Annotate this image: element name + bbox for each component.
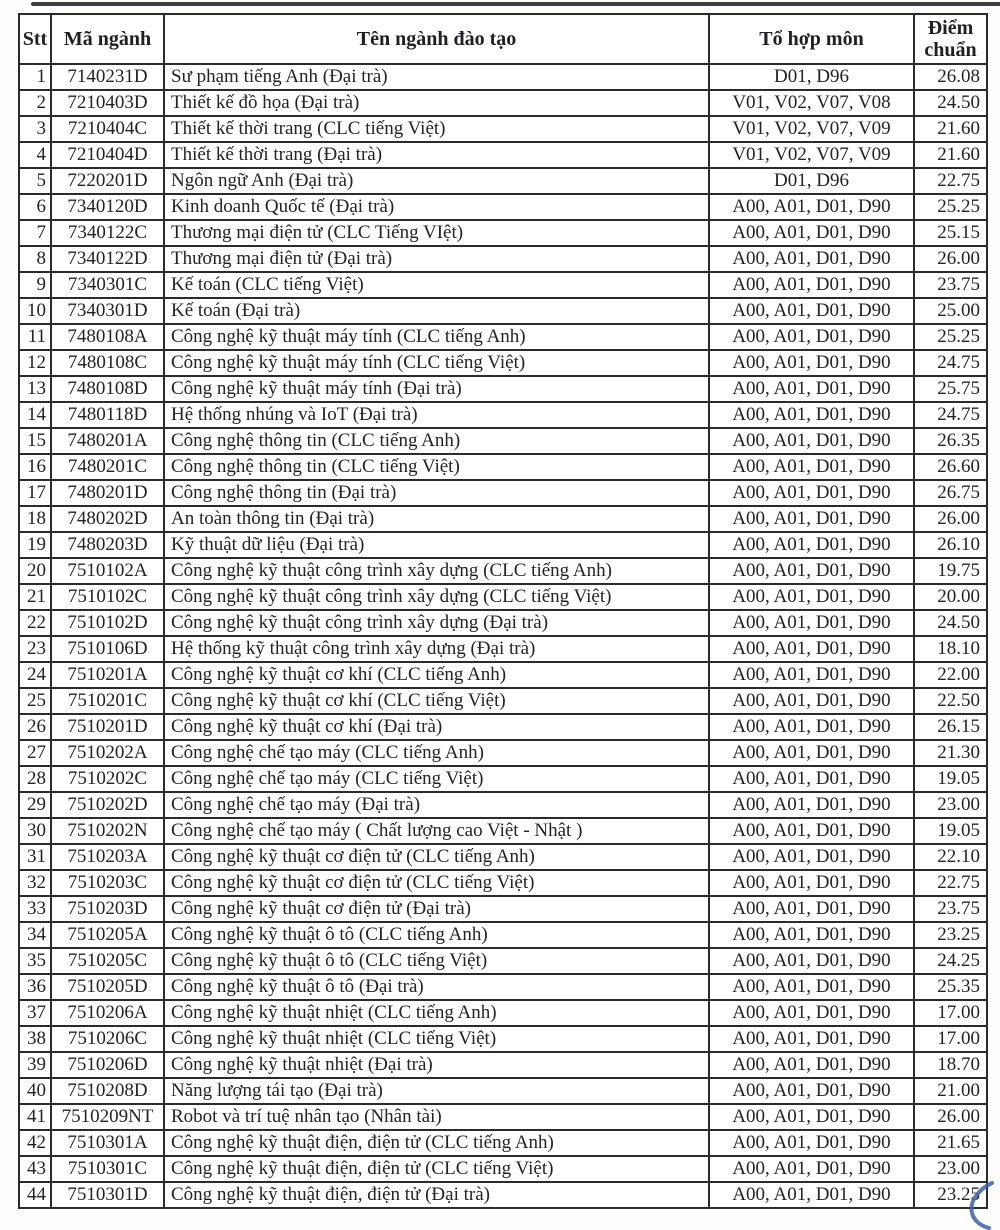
cell-code: 7340122C <box>51 220 164 246</box>
cell-name: Thiết kế thời trang (Đại trà) <box>164 142 709 168</box>
cell-code: 7510201A <box>51 662 164 688</box>
table-row <box>19 636 987 662</box>
cell-stt: 11 <box>19 324 51 350</box>
cell-stt: 31 <box>19 844 51 870</box>
cell-code: 7510202D <box>51 792 164 818</box>
table-row <box>19 1182 987 1208</box>
table-row <box>19 116 987 142</box>
cell-name: An toàn thông tin (Đại trà) <box>164 506 709 532</box>
cell-code: 7340120D <box>51 194 164 220</box>
cell-stt: 18 <box>19 506 51 532</box>
table-row <box>19 1000 987 1026</box>
cell-stt: 41 <box>19 1104 51 1130</box>
cell-stt: 17 <box>19 480 51 506</box>
cell-score: 21.65 <box>914 1130 987 1156</box>
cell-code: 7510102D <box>51 610 164 636</box>
cell-stt: 39 <box>19 1052 51 1078</box>
cell-name: Công nghệ kỹ thuật máy tính (CLC tiếng Việt) <box>164 350 709 376</box>
cell-score: 24.50 <box>914 90 987 116</box>
cell-stt: 19 <box>19 532 51 558</box>
cell-score: 25.00 <box>914 298 987 324</box>
cell-stt: 3 <box>19 116 51 142</box>
table-row <box>19 376 987 402</box>
table-row <box>19 610 987 636</box>
table-row <box>19 90 987 116</box>
cell-score: 26.08 <box>914 64 987 90</box>
cell-name: Thương mại điện tử (CLC Tiếng VIệt) <box>164 220 709 246</box>
cell-code: 7510206A <box>51 1000 164 1026</box>
cell-combo: V01, V02, V07, V09 <box>709 116 914 142</box>
cell-name: Hệ thống nhúng và IoT (Đại trà) <box>164 402 709 428</box>
cell-combo: A00, A01, D01, D90 <box>709 480 914 506</box>
cell-code: 7510102A <box>51 558 164 584</box>
cell-combo: A00, A01, D01, D90 <box>709 870 914 896</box>
cell-score: 18.70 <box>914 1052 987 1078</box>
cell-name: Công nghệ kỹ thuật cơ điện tử (CLC tiếng Anh) <box>164 844 709 870</box>
table-row <box>19 870 987 896</box>
cell-name: Công nghệ chế tạo máy (Đại trà) <box>164 792 709 818</box>
table-row <box>19 1026 987 1052</box>
cell-combo: A00, A01, D01, D90 <box>709 714 914 740</box>
cell-combo: A00, A01, D01, D90 <box>709 584 914 610</box>
cell-score: 25.25 <box>914 324 987 350</box>
cell-stt: 44 <box>19 1182 51 1208</box>
cell-score: 22.75 <box>914 168 987 194</box>
cell-combo: A00, A01, D01, D90 <box>709 350 914 376</box>
table-row <box>19 220 987 246</box>
cell-code: 7210404C <box>51 116 164 142</box>
cell-name: Công nghệ kỹ thuật ô tô (CLC tiếng Việt) <box>164 948 709 974</box>
cell-combo: A00, A01, D01, D90 <box>709 974 914 1000</box>
cell-code: 7480201A <box>51 428 164 454</box>
cell-code: 7220201D <box>51 168 164 194</box>
cell-name: Công nghệ kỹ thuật cơ khí (CLC tiếng Anh) <box>164 662 709 688</box>
cell-combo: A00, A01, D01, D90 <box>709 194 914 220</box>
cell-name: Thiết kế đồ họa (Đại trà) <box>164 90 709 116</box>
cell-name: Công nghệ kỹ thuật công trình xây dựng (Đại trà) <box>164 610 709 636</box>
cell-combo: A00, A01, D01, D90 <box>709 532 914 558</box>
table-row <box>19 844 987 870</box>
cell-code: 7510205D <box>51 974 164 1000</box>
signature-ink-mark <box>952 1180 1000 1230</box>
cell-stt: 5 <box>19 168 51 194</box>
cell-name: Công nghệ kỹ thuật máy tính (Đại trà) <box>164 376 709 402</box>
table-row <box>19 272 987 298</box>
cell-score: 26.00 <box>914 246 987 272</box>
cell-stt: 42 <box>19 1130 51 1156</box>
cell-combo: A00, A01, D01, D90 <box>709 220 914 246</box>
table-row <box>19 1052 987 1078</box>
table-body <box>19 64 987 1208</box>
cell-name: Công nghệ kỹ thuật điện, điện tử (CLC tiếng Việt) <box>164 1156 709 1182</box>
cell-combo: A00, A01, D01, D90 <box>709 376 914 402</box>
cell-stt: 12 <box>19 350 51 376</box>
cell-code: 7140231D <box>51 64 164 90</box>
cell-combo: A00, A01, D01, D90 <box>709 324 914 350</box>
cell-name: Công nghệ chế tạo máy (CLC tiếng Việt) <box>164 766 709 792</box>
table-row <box>19 584 987 610</box>
cell-stt: 20 <box>19 558 51 584</box>
table-row <box>19 298 987 324</box>
cell-code: 7480118D <box>51 402 164 428</box>
cell-score: 23.25 <box>914 1182 987 1208</box>
cell-name: Thương mại điện tử (Đại trà) <box>164 246 709 272</box>
cell-combo: V01, V02, V07, V08 <box>709 90 914 116</box>
table-row <box>19 1104 987 1130</box>
cell-code: 7510201C <box>51 688 164 714</box>
cell-combo: A00, A01, D01, D90 <box>709 1052 914 1078</box>
table-row <box>19 402 987 428</box>
cell-code: 7510205C <box>51 948 164 974</box>
cell-combo: A00, A01, D01, D90 <box>709 1156 914 1182</box>
cell-stt: 25 <box>19 688 51 714</box>
cell-score: 19.05 <box>914 818 987 844</box>
cell-name: Ngôn ngữ Anh (Đại trà) <box>164 168 709 194</box>
cell-code: 7510203D <box>51 896 164 922</box>
cell-score: 24.75 <box>914 402 987 428</box>
cell-score: 24.25 <box>914 948 987 974</box>
cell-score: 23.75 <box>914 272 987 298</box>
cell-stt: 13 <box>19 376 51 402</box>
cell-code: 7510206D <box>51 1052 164 1078</box>
cell-combo: D01, D96 <box>709 168 914 194</box>
cell-code: 7480202D <box>51 506 164 532</box>
cell-code: 7510202N <box>51 818 164 844</box>
table-row <box>19 740 987 766</box>
cell-name: Công nghệ thông tin (CLC tiếng Anh) <box>164 428 709 454</box>
cell-combo: A00, A01, D01, D90 <box>709 454 914 480</box>
cell-code: 7510202A <box>51 740 164 766</box>
cell-name: Công nghệ kỹ thuật ô tô (Đại trà) <box>164 974 709 1000</box>
cell-combo: A00, A01, D01, D90 <box>709 922 914 948</box>
cell-name: Công nghệ kỹ thuật nhiệt (CLC tiếng Việt) <box>164 1026 709 1052</box>
cell-combo: A00, A01, D01, D90 <box>709 1130 914 1156</box>
cell-name: Công nghệ chế tạo máy ( Chất lượng cao Việt - Nhật ) <box>164 818 709 844</box>
cell-combo: A00, A01, D01, D90 <box>709 1000 914 1026</box>
cell-score: 22.10 <box>914 844 987 870</box>
cell-stt: 34 <box>19 922 51 948</box>
table-header-row <box>19 14 987 64</box>
cell-code: 7340301D <box>51 298 164 324</box>
cell-stt: 4 <box>19 142 51 168</box>
table-row <box>19 1130 987 1156</box>
cell-score: 23.75 <box>914 896 987 922</box>
cell-name: Công nghệ kỹ thuật ô tô (CLC tiếng Anh) <box>164 922 709 948</box>
cell-score: 26.15 <box>914 714 987 740</box>
cell-combo: A00, A01, D01, D90 <box>709 402 914 428</box>
cell-combo: A00, A01, D01, D90 <box>709 558 914 584</box>
table-row <box>19 168 987 194</box>
cell-combo: A00, A01, D01, D90 <box>709 272 914 298</box>
cell-code: 7510205A <box>51 922 164 948</box>
cell-name: Kinh doanh Quốc tế (Đại trà) <box>164 194 709 220</box>
cell-score: 22.00 <box>914 662 987 688</box>
cell-combo: A00, A01, D01, D90 <box>709 766 914 792</box>
cell-code: 7480108A <box>51 324 164 350</box>
cell-score: 22.50 <box>914 688 987 714</box>
cell-code: 7480108D <box>51 376 164 402</box>
cell-code: 7510206C <box>51 1026 164 1052</box>
cell-code: 7510208D <box>51 1078 164 1104</box>
table-row <box>19 324 987 350</box>
table-row <box>19 662 987 688</box>
cell-combo: D01, D96 <box>709 64 914 90</box>
cell-stt: 35 <box>19 948 51 974</box>
cell-code: 7480201C <box>51 454 164 480</box>
cell-name: Công nghệ kỹ thuật cơ điện tử (CLC tiếng Việt) <box>164 870 709 896</box>
cell-stt: 21 <box>19 584 51 610</box>
cell-name: Hệ thống kỹ thuật công trình xây dựng (Đại trà) <box>164 636 709 662</box>
column-header-stt: Stt <box>19 14 51 64</box>
cell-code: 7510209NT <box>51 1104 164 1130</box>
cell-combo: A00, A01, D01, D90 <box>709 298 914 324</box>
cell-score: 26.00 <box>914 1104 987 1130</box>
cell-code: 7510201D <box>51 714 164 740</box>
cell-code: 7510301C <box>51 1156 164 1182</box>
cell-stt: 6 <box>19 194 51 220</box>
column-header-score: Điểm chuẩn <box>914 14 987 64</box>
cell-combo: A00, A01, D01, D90 <box>709 246 914 272</box>
cell-score: 26.60 <box>914 454 987 480</box>
cell-combo: A00, A01, D01, D90 <box>709 740 914 766</box>
cell-code: 7210404D <box>51 142 164 168</box>
cell-code: 7210403D <box>51 90 164 116</box>
cell-name: Công nghệ chế tạo máy (CLC tiếng Anh) <box>164 740 709 766</box>
cell-stt: 22 <box>19 610 51 636</box>
cell-score: 25.15 <box>914 220 987 246</box>
scan-artifact-line <box>31 2 1000 6</box>
cell-name: Công nghệ kỹ thuật công trình xây dựng (CLC tiếng Việt) <box>164 584 709 610</box>
cell-stt: 28 <box>19 766 51 792</box>
cell-score: 21.60 <box>914 116 987 142</box>
cell-code: 7510301A <box>51 1130 164 1156</box>
cell-stt: 24 <box>19 662 51 688</box>
cell-combo: A00, A01, D01, D90 <box>709 1078 914 1104</box>
cell-name: Công nghệ kỹ thuật cơ điện tử (Đại trà) <box>164 896 709 922</box>
table-row <box>19 818 987 844</box>
cell-stt: 29 <box>19 792 51 818</box>
cell-name: Sư phạm tiếng Anh (Đại trà) <box>164 64 709 90</box>
cell-stt: 14 <box>19 402 51 428</box>
cell-stt: 30 <box>19 818 51 844</box>
table-row <box>19 792 987 818</box>
cell-stt: 37 <box>19 1000 51 1026</box>
cell-stt: 33 <box>19 896 51 922</box>
cell-combo: A00, A01, D01, D90 <box>709 1104 914 1130</box>
cell-stt: 26 <box>19 714 51 740</box>
cell-name: Công nghệ kỹ thuật nhiệt (CLC tiếng Anh) <box>164 1000 709 1026</box>
cell-score: 23.25 <box>914 922 987 948</box>
cell-combo: A00, A01, D01, D90 <box>709 688 914 714</box>
table-row <box>19 688 987 714</box>
cell-score: 25.75 <box>914 376 987 402</box>
table-row <box>19 350 987 376</box>
cell-score: 18.10 <box>914 636 987 662</box>
cell-stt: 38 <box>19 1026 51 1052</box>
cell-stt: 1 <box>19 64 51 90</box>
cell-name: Công nghệ kỹ thuật máy tính (CLC tiếng Anh) <box>164 324 709 350</box>
cell-name: Công nghệ kỹ thuật điện, điện tử (CLC tiếng Anh) <box>164 1130 709 1156</box>
cell-code: 7510106D <box>51 636 164 662</box>
cell-name: Kỹ thuật dữ liệu (Đại trà) <box>164 532 709 558</box>
table-row <box>19 480 987 506</box>
cell-score: 19.05 <box>914 766 987 792</box>
admission-scores-table <box>18 13 988 1209</box>
cell-score: 17.00 <box>914 1026 987 1052</box>
cell-stt: 16 <box>19 454 51 480</box>
cell-name: Thiết kế thời trang (CLC tiếng Việt) <box>164 116 709 142</box>
cell-combo: A00, A01, D01, D90 <box>709 844 914 870</box>
cell-code: 7510102C <box>51 584 164 610</box>
table-row <box>19 64 987 90</box>
cell-score: 20.00 <box>914 584 987 610</box>
cell-combo: A00, A01, D01, D90 <box>709 818 914 844</box>
table-row <box>19 142 987 168</box>
cell-combo: A00, A01, D01, D90 <box>709 428 914 454</box>
cell-combo: A00, A01, D01, D90 <box>709 1026 914 1052</box>
cell-stt: 8 <box>19 246 51 272</box>
table-row <box>19 948 987 974</box>
column-header-name: Tên ngành đào tạo <box>164 14 709 64</box>
cell-code: 7510301D <box>51 1182 164 1208</box>
cell-stt: 2 <box>19 90 51 116</box>
cell-score: 23.00 <box>914 1156 987 1182</box>
table-row <box>19 506 987 532</box>
cell-score: 21.00 <box>914 1078 987 1104</box>
table-row <box>19 714 987 740</box>
cell-combo: A00, A01, D01, D90 <box>709 610 914 636</box>
cell-code: 7480201D <box>51 480 164 506</box>
cell-score: 21.60 <box>914 142 987 168</box>
cell-code: 7340122D <box>51 246 164 272</box>
cell-score: 22.75 <box>914 870 987 896</box>
cell-stt: 32 <box>19 870 51 896</box>
cell-stt: 27 <box>19 740 51 766</box>
cell-score: 24.50 <box>914 610 987 636</box>
table-row <box>19 532 987 558</box>
cell-score: 26.00 <box>914 506 987 532</box>
cell-stt: 10 <box>19 298 51 324</box>
cell-score: 25.25 <box>914 194 987 220</box>
cell-score: 17.00 <box>914 1000 987 1026</box>
table-row <box>19 558 987 584</box>
column-header-code: Mã ngành <box>51 14 164 64</box>
table-row <box>19 246 987 272</box>
cell-score: 23.00 <box>914 792 987 818</box>
cell-name: Công nghệ kỹ thuật cơ khí (Đại trà) <box>164 714 709 740</box>
cell-combo: A00, A01, D01, D90 <box>709 1182 914 1208</box>
cell-combo: A00, A01, D01, D90 <box>709 506 914 532</box>
cell-code: 7510203A <box>51 844 164 870</box>
cell-combo: V01, V02, V07, V09 <box>709 142 914 168</box>
cell-stt: 15 <box>19 428 51 454</box>
cell-name: Công nghệ kỹ thuật điện, điện tử (Đại trà) <box>164 1182 709 1208</box>
cell-stt: 40 <box>19 1078 51 1104</box>
cell-name: Công nghệ thông tin (CLC tiếng Việt) <box>164 454 709 480</box>
table-row <box>19 896 987 922</box>
table-row <box>19 454 987 480</box>
cell-score: 19.75 <box>914 558 987 584</box>
cell-stt: 43 <box>19 1156 51 1182</box>
cell-name: Kế toán (CLC tiếng Việt) <box>164 272 709 298</box>
cell-combo: A00, A01, D01, D90 <box>709 896 914 922</box>
cell-code: 7510202C <box>51 766 164 792</box>
cell-score: 21.30 <box>914 740 987 766</box>
cell-stt: 36 <box>19 974 51 1000</box>
cell-stt: 9 <box>19 272 51 298</box>
cell-name: Năng lượng tái tạo (Đại trà) <box>164 1078 709 1104</box>
cell-name: Kế toán (Đại trà) <box>164 298 709 324</box>
cell-combo: A00, A01, D01, D90 <box>709 792 914 818</box>
table-row <box>19 922 987 948</box>
table-row <box>19 428 987 454</box>
cell-score: 26.75 <box>914 480 987 506</box>
table-row <box>19 194 987 220</box>
table-row <box>19 1156 987 1182</box>
cell-combo: A00, A01, D01, D90 <box>709 662 914 688</box>
table-row <box>19 766 987 792</box>
table-row <box>19 1078 987 1104</box>
cell-score: 25.35 <box>914 974 987 1000</box>
cell-code: 7340301C <box>51 272 164 298</box>
cell-name: Công nghệ kỹ thuật công trình xây dựng (CLC tiếng Anh) <box>164 558 709 584</box>
cell-score: 26.35 <box>914 428 987 454</box>
cell-name: Robot và trí tuệ nhân tạo (Nhân tài) <box>164 1104 709 1130</box>
cell-combo: A00, A01, D01, D90 <box>709 636 914 662</box>
column-header-combo: Tổ hợp môn <box>709 14 914 64</box>
cell-score: 24.75 <box>914 350 987 376</box>
cell-stt: 7 <box>19 220 51 246</box>
cell-name: Công nghệ thông tin (Đại trà) <box>164 480 709 506</box>
cell-stt: 23 <box>19 636 51 662</box>
cell-name: Công nghệ kỹ thuật nhiệt (Đại trà) <box>164 1052 709 1078</box>
cell-score: 26.10 <box>914 532 987 558</box>
cell-name: Công nghệ kỹ thuật cơ khí (CLC tiếng Việt) <box>164 688 709 714</box>
table-row <box>19 974 987 1000</box>
cell-code: 7480203D <box>51 532 164 558</box>
cell-combo: A00, A01, D01, D90 <box>709 948 914 974</box>
cell-code: 7480108C <box>51 350 164 376</box>
cell-code: 7510203C <box>51 870 164 896</box>
